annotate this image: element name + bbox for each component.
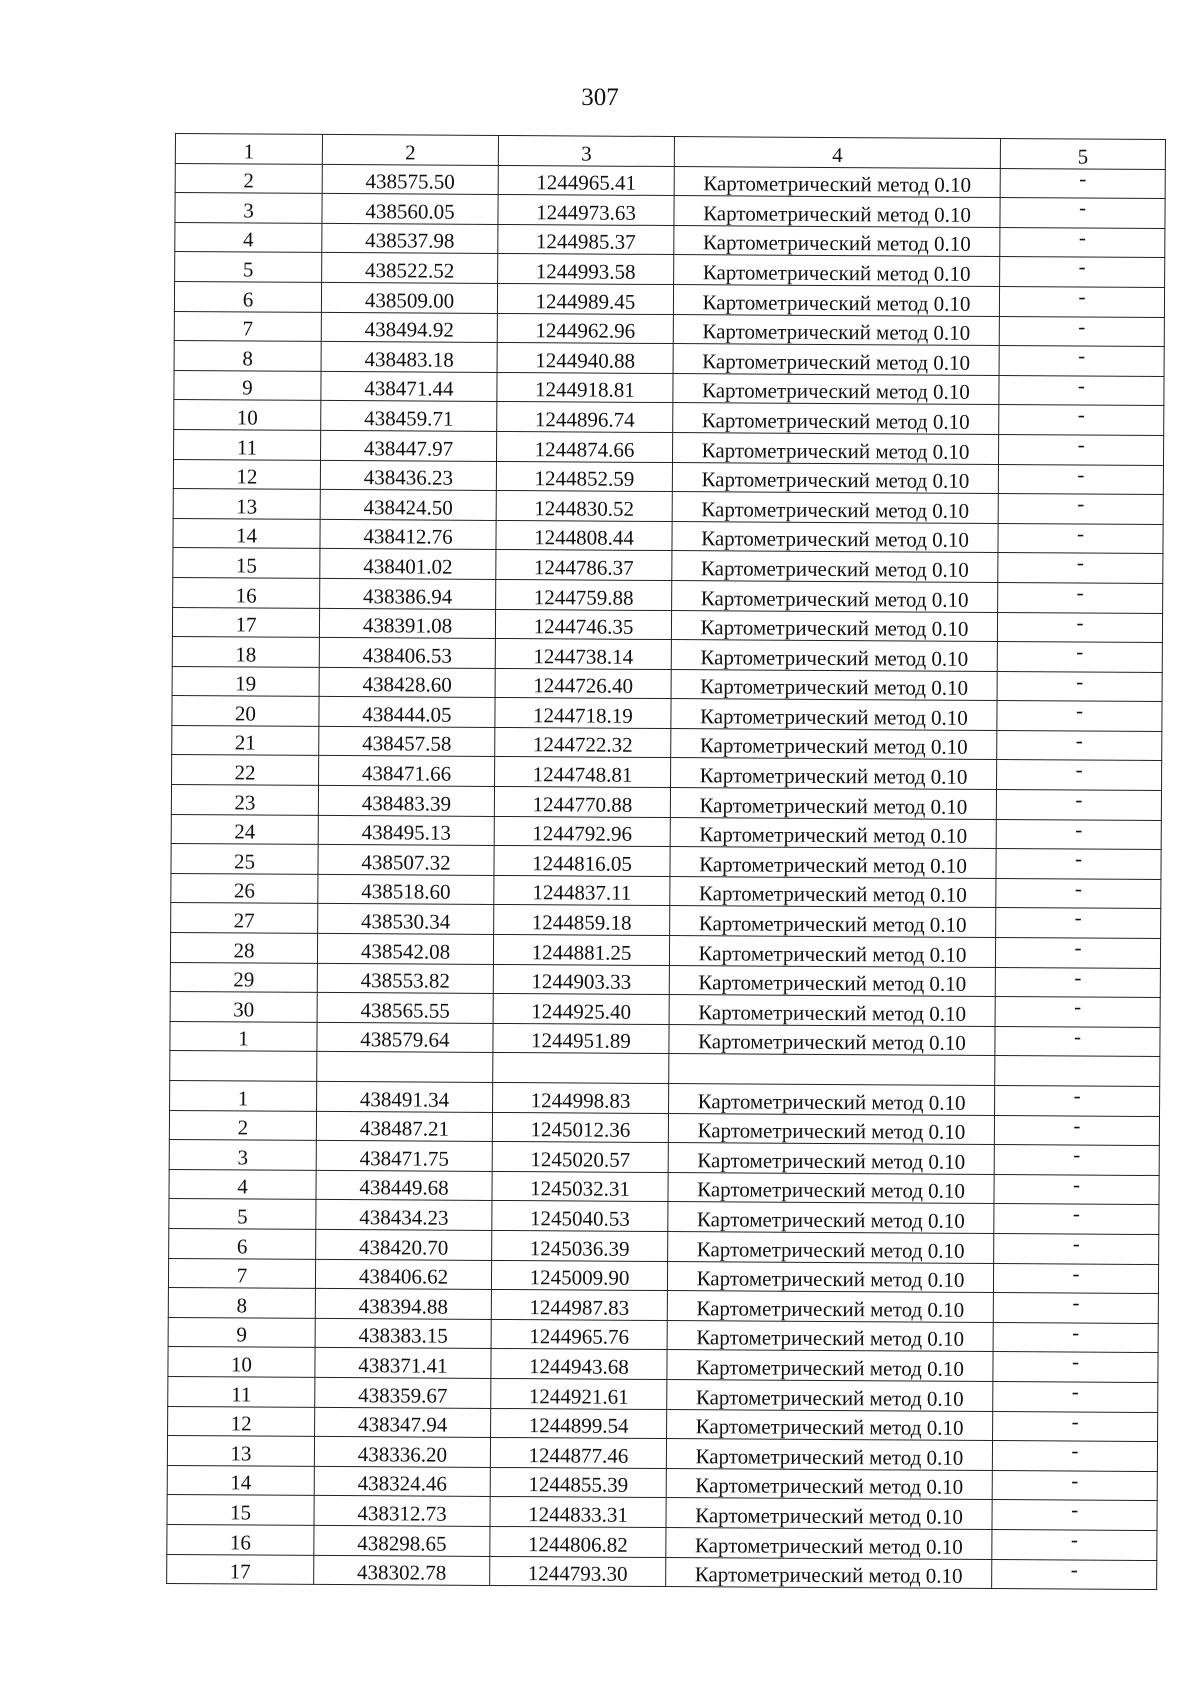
y-coordinate-cell: 1244993.58 [498, 254, 674, 285]
point-number-cell: 23 [171, 785, 318, 815]
y-coordinate-cell: 1244973.63 [498, 195, 674, 226]
point-number-cell: 1 [170, 1080, 317, 1110]
point-number-cell: 4 [169, 1169, 316, 1199]
point-number-cell: 5 [169, 1199, 316, 1229]
x-coordinate-cell: 438406.62 [315, 1259, 491, 1290]
method-cell: Картометрический метод 0.10 [666, 1498, 992, 1530]
x-coordinate-cell: 438383.15 [315, 1318, 491, 1349]
method-cell: Картометрический метод 0.10 [673, 373, 999, 405]
method-cell: Картометрический метод 0.10 [673, 285, 999, 317]
point-number-cell: 12 [173, 459, 320, 489]
note-cell: - [994, 1174, 1159, 1205]
x-coordinate-cell: 438428.60 [319, 667, 495, 698]
x-coordinate-cell: 438412.76 [320, 519, 496, 550]
x-coordinate-cell: 438447.97 [321, 430, 497, 461]
point-number-cell: 21 [172, 725, 319, 755]
table-body [167, 134, 1166, 1590]
coordinates-table [166, 133, 1166, 1590]
y-coordinate-cell: 1244833.31 [490, 1497, 666, 1528]
page-number: 307 [581, 84, 619, 111]
y-coordinate-cell: 1244759.88 [496, 579, 672, 610]
y-coordinate-cell: 1244987.83 [491, 1290, 667, 1321]
x-coordinate-cell: 438560.05 [322, 194, 498, 225]
point-number-cell: 2 [169, 1110, 316, 1140]
x-coordinate-cell: 438507.32 [318, 845, 494, 876]
point-number-cell: 14 [167, 1465, 314, 1495]
note-cell: - [998, 464, 1163, 495]
note-cell: - [993, 1411, 1158, 1442]
x-coordinate-cell: 438495.13 [318, 815, 494, 846]
point-number-cell: 8 [168, 1288, 315, 1318]
point-number-cell: 29 [170, 962, 317, 992]
point-number-cell: 7 [168, 1258, 315, 1288]
y-coordinate-cell: 1244896.74 [497, 402, 673, 433]
x-coordinate-cell: 438401.02 [320, 549, 496, 580]
y-coordinate-cell: 1244726.40 [495, 668, 671, 699]
note-cell: - [997, 671, 1162, 702]
method-cell: Картометрический метод 0.10 [673, 403, 999, 435]
x-coordinate-cell: 438386.94 [320, 578, 496, 609]
y-coordinate-cell: 1244921.61 [491, 1378, 667, 1409]
note-cell: - [996, 908, 1161, 939]
point-number-cell: 22 [172, 755, 319, 785]
note-cell: - [997, 642, 1162, 673]
note-cell: - [993, 1322, 1158, 1353]
x-coordinate-cell: 438302.78 [314, 1555, 490, 1586]
x-coordinate-cell: 438471.44 [321, 371, 497, 402]
y-coordinate-cell: 1244998.83 [493, 1082, 669, 1113]
y-coordinate-cell: 1245032.31 [492, 1171, 668, 1202]
method-cell: Картометрический метод 0.10 [672, 580, 998, 612]
point-number-cell: 13 [167, 1436, 314, 1466]
point-number-cell: 13 [173, 489, 320, 519]
method-cell: Картометрический метод 0.10 [667, 1379, 993, 1411]
note-cell: - [992, 1470, 1157, 1501]
point-number-cell: 8 [174, 341, 321, 371]
x-coordinate-cell: 438444.05 [319, 697, 495, 728]
method-cell: Картометрический метод 0.10 [666, 1468, 992, 1500]
point-number-cell: 6 [169, 1228, 316, 1258]
x-coordinate-cell: 438312.73 [314, 1496, 490, 1527]
note-cell: - [992, 1559, 1157, 1590]
point-number-cell: 11 [174, 429, 321, 459]
note-cell: - [992, 1500, 1157, 1531]
note-cell: - [998, 523, 1163, 554]
x-coordinate-cell: 438459.71 [321, 401, 497, 432]
y-coordinate-cell: 1244951.89 [493, 1023, 669, 1054]
y-coordinate-cell: 1244965.41 [498, 165, 674, 196]
point-number-cell: 12 [168, 1406, 315, 1436]
point-number-cell: 19 [172, 666, 319, 696]
note-cell: - [997, 760, 1162, 791]
note-cell: - [994, 1115, 1159, 1146]
method-cell: Картометрический метод 0.10 [674, 255, 1000, 287]
x-coordinate-cell: 438391.08 [319, 608, 495, 639]
note-cell: - [994, 1233, 1159, 1264]
x-coordinate-cell: 438324.46 [314, 1466, 490, 1497]
point-number-cell: 1 [170, 1021, 317, 1051]
y-coordinate-cell: 1244925.40 [493, 994, 669, 1025]
point-number-cell: 9 [174, 370, 321, 400]
y-coordinate-cell: 1244852.59 [496, 461, 672, 492]
coordinates-table-container [166, 133, 1166, 1590]
method-cell: Картометрический метод 0.10 [666, 1439, 992, 1471]
table-row [167, 1554, 1157, 1590]
point-number-cell: 17 [172, 607, 319, 637]
note-cell: - [995, 1026, 1160, 1057]
x-coordinate-cell: 438491.34 [317, 1081, 493, 1112]
method-cell: Картометрический метод 0.10 [668, 1202, 994, 1234]
x-coordinate-cell: 438420.70 [316, 1229, 492, 1260]
note-cell: - [992, 1529, 1157, 1560]
method-cell: Картометрический метод 0.10 [670, 817, 996, 849]
note-cell: - [996, 878, 1161, 909]
method-cell: Картометрический метод 0.10 [674, 166, 1000, 198]
method-cell: Картометрический метод 0.10 [670, 788, 996, 820]
method-cell: Картометрический метод 0.10 [669, 965, 995, 997]
y-coordinate-cell: 1244718.19 [495, 698, 671, 729]
point-number-cell: 10 [168, 1347, 315, 1377]
y-coordinate-cell: 1244837.11 [494, 875, 670, 906]
method-cell: Картометрический метод 0.10 [668, 1143, 994, 1175]
point-number-cell: 20 [172, 696, 319, 726]
y-coordinate-cell: 1245036.39 [492, 1230, 668, 1261]
note-cell: - [997, 701, 1162, 732]
method-cell: Картометрический метод 0.10 [669, 995, 995, 1027]
x-coordinate-cell: 438565.55 [317, 993, 493, 1024]
x-coordinate-cell: 438471.66 [319, 756, 495, 787]
y-coordinate-cell: 1244746.35 [495, 609, 671, 640]
point-number-cell: 9 [168, 1317, 315, 1347]
method-cell: Картометрический метод 0.10 [671, 610, 997, 642]
header-cell: 4 [674, 137, 1000, 169]
header-cell: 5 [1000, 139, 1165, 170]
method-cell: Картометрический метод 0.10 [670, 906, 996, 938]
note-cell: - [995, 997, 1160, 1028]
note-cell: - [998, 494, 1163, 525]
method-cell: Картометрический метод 0.10 [673, 344, 999, 376]
note-cell: - [992, 1441, 1157, 1472]
method-cell [669, 1054, 995, 1086]
method-cell: Картометрический метод 0.10 [674, 196, 1000, 228]
note-cell: - [999, 316, 1164, 347]
note-cell: - [994, 1204, 1159, 1235]
x-coordinate-cell: 438336.20 [314, 1437, 490, 1468]
note-cell: - [998, 582, 1163, 613]
x-coordinate-cell: 438436.23 [320, 460, 496, 491]
x-coordinate-cell: 438457.58 [319, 726, 495, 757]
y-coordinate-cell: 1244816.05 [494, 846, 670, 877]
y-coordinate-cell: 1244748.81 [495, 757, 671, 788]
point-number-cell: 2 [175, 163, 322, 193]
y-coordinate-cell: 1244855.39 [490, 1467, 666, 1498]
point-number-cell: 15 [167, 1495, 314, 1525]
method-cell: Картометрический метод 0.10 [670, 847, 996, 879]
note-cell: - [995, 1086, 1160, 1117]
note-cell: - [1000, 168, 1165, 199]
note-cell: - [999, 375, 1164, 406]
note-cell: - [996, 790, 1161, 821]
note-cell: - [995, 967, 1160, 998]
x-coordinate-cell: 438530.34 [318, 904, 494, 935]
point-number-cell: 30 [170, 992, 317, 1022]
method-cell: Картометрический метод 0.10 [667, 1350, 993, 1382]
y-coordinate-cell: 1244830.52 [496, 491, 672, 522]
method-cell: Картометрический метод 0.10 [672, 551, 998, 583]
note-cell: - [1000, 257, 1165, 288]
method-cell: Картометрический метод 0.10 [667, 1261, 993, 1293]
y-coordinate-cell: 1244899.54 [491, 1408, 667, 1439]
method-cell: Картометрический метод 0.10 [671, 699, 997, 731]
method-cell: Картометрический метод 0.10 [669, 936, 995, 968]
x-coordinate-cell: 438483.39 [318, 785, 494, 816]
y-coordinate-cell: 1245012.36 [492, 1112, 668, 1143]
note-cell: - [993, 1381, 1158, 1412]
point-number-cell: 3 [169, 1140, 316, 1170]
y-coordinate-cell: 1244792.96 [494, 816, 670, 847]
y-coordinate-cell: 1244806.82 [490, 1526, 666, 1557]
x-coordinate-cell: 438449.68 [316, 1170, 492, 1201]
x-coordinate-cell: 438371.41 [315, 1348, 491, 1379]
method-cell: Картометрический метод 0.10 [672, 432, 998, 464]
method-cell: Картометрический метод 0.10 [672, 521, 998, 553]
method-cell: Картометрический метод 0.10 [672, 462, 998, 494]
note-cell: - [998, 553, 1163, 584]
note-cell: - [999, 287, 1164, 318]
y-coordinate-cell: 1244940.88 [497, 343, 673, 374]
y-coordinate-cell: 1244738.14 [495, 639, 671, 670]
x-coordinate-cell: 438394.88 [315, 1289, 491, 1320]
x-coordinate-cell [317, 1052, 493, 1083]
point-number-cell: 25 [171, 844, 318, 874]
point-number-cell: 16 [173, 577, 320, 607]
method-cell: Картометрический метод 0.10 [668, 1113, 994, 1145]
y-coordinate-cell: 1244943.68 [491, 1349, 667, 1380]
x-coordinate-cell: 438347.94 [315, 1407, 491, 1438]
y-coordinate-cell: 1244918.81 [497, 372, 673, 403]
method-cell: Картометрический метод 0.10 [674, 225, 1000, 257]
header-cell: 2 [322, 134, 498, 165]
y-coordinate-cell: 1244989.45 [497, 283, 673, 314]
point-number-cell: 7 [174, 311, 321, 341]
y-coordinate-cell: 1244874.66 [497, 431, 673, 462]
method-cell: Картометрический метод 0.10 [671, 669, 997, 701]
y-coordinate-cell: 1245020.57 [492, 1142, 668, 1173]
point-number-cell: 17 [167, 1554, 314, 1584]
x-coordinate-cell: 438542.08 [317, 933, 493, 964]
x-coordinate-cell: 438579.64 [317, 1022, 493, 1053]
x-coordinate-cell: 438537.98 [322, 223, 498, 254]
header-cell: 1 [175, 134, 322, 164]
method-cell: Картометрический метод 0.10 [667, 1320, 993, 1352]
point-number-cell: 5 [175, 252, 322, 282]
note-cell [995, 1056, 1160, 1087]
point-number-cell: 26 [171, 873, 318, 903]
x-coordinate-cell: 438522.52 [322, 253, 498, 284]
y-coordinate-cell: 1244965.76 [491, 1319, 667, 1350]
point-number-cell: 28 [170, 933, 317, 963]
y-coordinate-cell [493, 1053, 669, 1084]
method-cell: Картометрический метод 0.10 [671, 640, 997, 672]
x-coordinate-cell: 438494.92 [321, 312, 497, 343]
note-cell: - [995, 938, 1160, 969]
note-cell: - [994, 1145, 1159, 1176]
x-coordinate-cell: 438553.82 [317, 963, 493, 994]
point-number-cell: 15 [173, 548, 320, 578]
note-cell: - [996, 849, 1161, 880]
header-cell: 3 [498, 135, 674, 166]
y-coordinate-cell: 1244985.37 [498, 224, 674, 255]
y-coordinate-cell: 1244770.88 [494, 787, 670, 818]
x-coordinate-cell: 438509.00 [321, 282, 497, 313]
note-cell: - [996, 819, 1161, 850]
point-number-cell: 27 [171, 903, 318, 933]
x-coordinate-cell: 438518.60 [318, 874, 494, 905]
note-cell: - [993, 1352, 1158, 1383]
note-cell: - [998, 434, 1163, 465]
method-cell: Картометрический метод 0.10 [672, 492, 998, 524]
point-number-cell: 18 [172, 637, 319, 667]
point-number-cell [170, 1051, 317, 1081]
y-coordinate-cell: 1245009.90 [491, 1260, 667, 1291]
x-coordinate-cell: 438487.21 [316, 1111, 492, 1142]
y-coordinate-cell: 1244877.46 [490, 1438, 666, 1469]
point-number-cell: 3 [175, 193, 322, 223]
y-coordinate-cell: 1244808.44 [496, 520, 672, 551]
point-number-cell: 6 [174, 281, 321, 311]
method-cell: Картометрический метод 0.10 [668, 1172, 994, 1204]
note-cell: - [1000, 198, 1165, 229]
x-coordinate-cell: 438483.18 [321, 342, 497, 373]
method-cell: Картометрический метод 0.10 [669, 1024, 995, 1056]
y-coordinate-cell: 1244722.32 [495, 727, 671, 758]
method-cell: Картометрический метод 0.10 [666, 1557, 992, 1589]
note-cell: - [1000, 227, 1165, 258]
method-cell: Картометрический метод 0.10 [668, 1231, 994, 1263]
y-coordinate-cell: 1244859.18 [494, 905, 670, 936]
point-number-cell: 24 [171, 814, 318, 844]
note-cell: - [993, 1263, 1158, 1294]
x-coordinate-cell: 438298.65 [314, 1525, 490, 1556]
method-cell: Картометрический метод 0.10 [667, 1291, 993, 1323]
y-coordinate-cell: 1244962.96 [497, 313, 673, 344]
y-coordinate-cell: 1244881.25 [493, 934, 669, 965]
point-number-cell: 11 [168, 1376, 315, 1406]
point-number-cell: 14 [173, 518, 320, 548]
x-coordinate-cell: 438471.75 [316, 1141, 492, 1172]
method-cell: Картометрический метод 0.10 [667, 1409, 993, 1441]
y-coordinate-cell: 1245040.53 [492, 1201, 668, 1232]
method-cell: Картометрический метод 0.10 [669, 1084, 995, 1116]
x-coordinate-cell: 438406.53 [319, 637, 495, 668]
point-number-cell: 16 [167, 1524, 314, 1554]
x-coordinate-cell: 438359.67 [315, 1377, 491, 1408]
method-cell: Картометрический метод 0.10 [671, 758, 997, 790]
x-coordinate-cell: 438424.50 [320, 490, 496, 521]
x-coordinate-cell: 438434.23 [316, 1200, 492, 1231]
x-coordinate-cell: 438575.50 [322, 164, 498, 195]
y-coordinate-cell: 1244903.33 [493, 964, 669, 995]
point-number-cell: 4 [175, 222, 322, 252]
y-coordinate-cell: 1244786.37 [496, 550, 672, 581]
note-cell: - [993, 1293, 1158, 1324]
note-cell: - [999, 405, 1164, 436]
method-cell: Картометрический метод 0.10 [670, 876, 996, 908]
method-cell: Картометрический метод 0.10 [666, 1527, 992, 1559]
method-cell: Картометрический метод 0.10 [673, 314, 999, 346]
note-cell: - [999, 346, 1164, 377]
note-cell: - [997, 612, 1162, 643]
note-cell: - [997, 730, 1162, 761]
point-number-cell: 10 [174, 400, 321, 430]
method-cell: Картометрический метод 0.10 [671, 728, 997, 760]
y-coordinate-cell: 1244793.30 [490, 1556, 666, 1587]
